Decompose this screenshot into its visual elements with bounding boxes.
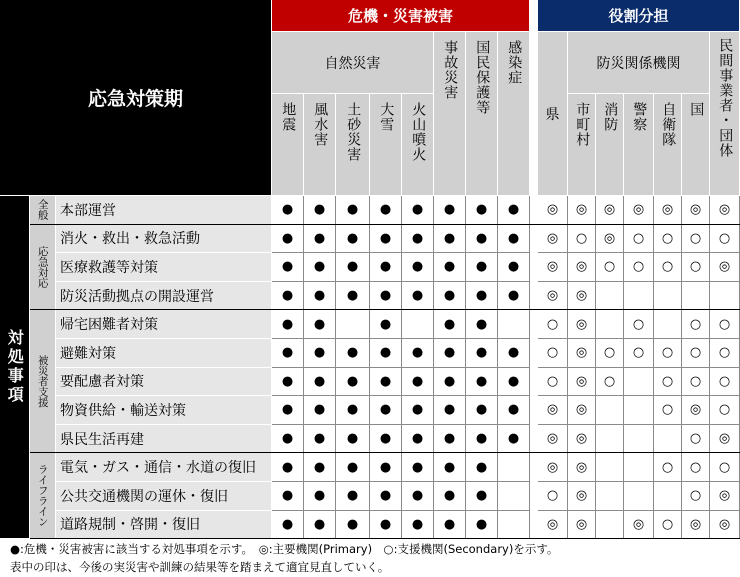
role-mark: ○ [596, 368, 624, 397]
crisis-group-label: 危機・災害被害 [347, 7, 453, 25]
table-row-label: 県民生活再建 [56, 425, 272, 454]
accident-disaster-header [434, 32, 466, 196]
role-mark [596, 511, 624, 540]
table-row-label: 避難対策 [56, 339, 272, 368]
crisis-mark: ● [434, 482, 466, 511]
national-label: 国 [688, 102, 705, 117]
role-group-header [538, 0, 740, 32]
sdf-header [654, 94, 682, 196]
group-separator [30, 538, 740, 539]
crisis-mark: ● [402, 339, 434, 368]
crisis-mark [498, 453, 530, 482]
crisis-mark: ● [498, 196, 530, 225]
table-row-label: 電気・ガス・通信・水道の復旧 [56, 453, 272, 482]
crisis-mark: ● [336, 282, 370, 311]
role-mark: ○ [624, 339, 654, 368]
role-mark: ◎ [596, 225, 624, 254]
crisis-mark: ● [466, 511, 498, 540]
sdf-label: 自衛隊 [660, 102, 677, 147]
role-mark: ◎ [624, 196, 654, 225]
crisis-mark: ● [336, 253, 370, 282]
role-mark: ◎ [568, 339, 596, 368]
role-mark: ○ [682, 482, 710, 511]
role-mark [596, 482, 624, 511]
civil-protection-label: 国民保護等 [474, 40, 491, 115]
crisis-mark: ● [434, 396, 466, 425]
crisis-mark [498, 482, 530, 511]
role-mark: ◎ [596, 196, 624, 225]
flood-label: 風水害 [312, 102, 329, 147]
crisis-mark: ● [498, 425, 530, 454]
landslide-header [336, 94, 370, 196]
role-mark [654, 482, 682, 511]
role-mark: ◎ [710, 425, 740, 454]
earthquake-header [272, 94, 304, 196]
crisis-mark: ● [304, 253, 336, 282]
private-label: 民間事業者・団体 [717, 38, 734, 158]
role-mark: ◎ [568, 253, 596, 282]
crisis-mark: ● [370, 196, 402, 225]
crisis-mark: ● [434, 282, 466, 311]
crisis-mark: ● [370, 482, 402, 511]
crisis-mark: ● [434, 453, 466, 482]
header-gap [530, 0, 538, 577]
crisis-mark: ● [434, 511, 466, 540]
crisis-mark: ● [466, 282, 498, 311]
table-row-label: 医療救護等対策 [56, 253, 272, 282]
infectious-label: 感染症 [506, 40, 523, 85]
role-mark: ○ [710, 310, 740, 339]
role-mark: ○ [710, 453, 740, 482]
infectious-header [498, 32, 530, 196]
crisis-mark: ● [466, 253, 498, 282]
crisis-mark: ● [466, 196, 498, 225]
role-mark: ◎ [538, 425, 568, 454]
crisis-mark: ● [336, 339, 370, 368]
crisis-mark: ● [466, 396, 498, 425]
role-mark: ○ [538, 310, 568, 339]
crisis-mark: ● [272, 196, 304, 225]
table-row-label: 防災活動拠点の開設運営 [56, 282, 272, 311]
snow-label: 大雪 [378, 102, 395, 132]
crisis-mark: ● [402, 396, 434, 425]
role-mark: ○ [654, 339, 682, 368]
disaster-orgs-label: 防災関係機関 [596, 55, 681, 72]
role-mark: ◎ [654, 196, 682, 225]
crisis-mark: ● [272, 310, 304, 339]
crisis-mark: ● [370, 253, 402, 282]
crisis-mark: ● [434, 225, 466, 254]
role-mark: ○ [624, 310, 654, 339]
role-mark [596, 310, 624, 339]
crisis-mark: ● [370, 511, 402, 540]
crisis-mark: ● [402, 196, 434, 225]
group-label: 応急対応 [36, 245, 49, 288]
corner-title-cell [0, 0, 272, 196]
crisis-mark: ● [304, 425, 336, 454]
legend-line-1: ●:危機・災害被害に該当する対処事項を示す。 ◎:主要機関(Primary) ○:支援機関(Secondary)を示す。 [10, 542, 559, 556]
role-mark: ◎ [538, 396, 568, 425]
table-row-label: 本部運営 [56, 196, 272, 225]
crisis-mark: ● [434, 196, 466, 225]
role-mark [654, 425, 682, 454]
crisis-mark: ● [336, 453, 370, 482]
role-mark [596, 453, 624, 482]
crisis-mark: ● [466, 453, 498, 482]
table-row-label: 要配慮者対策 [56, 368, 272, 397]
earthquake-label: 地震 [280, 102, 297, 132]
crisis-mark: ● [272, 511, 304, 540]
crisis-mark: ● [272, 453, 304, 482]
role-mark: ○ [596, 253, 624, 282]
role-mark [624, 453, 654, 482]
role-mark: ○ [654, 368, 682, 397]
role-mark: ○ [682, 425, 710, 454]
crisis-mark: ● [304, 282, 336, 311]
role-mark: ◎ [568, 425, 596, 454]
role-mark: ○ [710, 396, 740, 425]
crisis-group-header [272, 0, 530, 32]
crisis-mark: ● [272, 482, 304, 511]
crisis-mark: ● [434, 253, 466, 282]
accident-disaster-label: 事故災害 [442, 40, 459, 100]
fire-label: 消防 [602, 102, 619, 132]
role-mark: ○ [682, 453, 710, 482]
role-mark: ◎ [568, 368, 596, 397]
legend-line-2: 表中の印は、今後の実災害や訓練の結果等を踏まえて適宜見直していく。 [10, 560, 390, 574]
crisis-mark: ● [304, 196, 336, 225]
crisis-mark: ● [370, 368, 402, 397]
crisis-mark: ● [402, 425, 434, 454]
role-mark: ○ [654, 453, 682, 482]
police-label: 警察 [631, 102, 648, 132]
role-mark: ○ [624, 253, 654, 282]
crisis-mark: ● [466, 225, 498, 254]
municipality-label: 市町村 [574, 102, 591, 147]
role-mark: ○ [568, 225, 596, 254]
crisis-mark: ● [272, 368, 304, 397]
table-row-label: 消火・救出・救急活動 [56, 225, 272, 254]
crisis-mark: ● [370, 225, 402, 254]
crisis-mark: ● [370, 282, 402, 311]
role-mark: ○ [654, 396, 682, 425]
role-mark [654, 282, 682, 311]
crisis-mark: ● [336, 196, 370, 225]
national-header [682, 94, 710, 196]
group-cell [30, 196, 56, 225]
crisis-mark: ● [304, 453, 336, 482]
prefecture-label: 県 [545, 106, 560, 123]
role-mark [710, 282, 740, 311]
role-mark: ◎ [710, 482, 740, 511]
role-mark: ○ [710, 368, 740, 397]
role-mark: ◎ [682, 396, 710, 425]
police-header [624, 94, 654, 196]
role-mark: ◎ [710, 511, 740, 540]
crisis-mark: ● [402, 511, 434, 540]
crisis-mark: ● [304, 482, 336, 511]
corner-title: 応急対策期 [87, 88, 183, 110]
role-mark [624, 425, 654, 454]
crisis-mark: ● [370, 453, 402, 482]
role-mark: ◎ [568, 310, 596, 339]
table-row-label: 帰宅困難者対策 [56, 310, 272, 339]
role-mark [624, 282, 654, 311]
crisis-mark: ● [466, 482, 498, 511]
crisis-mark: ● [336, 511, 370, 540]
group-cell [30, 310, 56, 453]
crisis-mark [402, 310, 434, 339]
crisis-mark: ● [434, 339, 466, 368]
role-mark [624, 482, 654, 511]
crisis-mark: ● [498, 339, 530, 368]
table-row-label: 公共交通機関の運休・復旧 [56, 482, 272, 511]
crisis-mark: ● [498, 225, 530, 254]
role-mark: ◎ [568, 196, 596, 225]
crisis-mark: ● [466, 339, 498, 368]
role-mark: ◎ [568, 453, 596, 482]
crisis-mark: ● [304, 225, 336, 254]
crisis-mark: ● [402, 225, 434, 254]
left-axis-cell [0, 196, 30, 539]
crisis-mark: ● [370, 310, 402, 339]
role-mark: ◎ [682, 511, 710, 540]
crisis-mark: ● [272, 282, 304, 311]
volcano-header [402, 94, 434, 196]
role-mark [596, 282, 624, 311]
role-mark: ○ [654, 511, 682, 540]
role-mark: ○ [538, 339, 568, 368]
crisis-mark: ● [304, 310, 336, 339]
group-cell [30, 225, 56, 311]
crisis-mark: ● [304, 339, 336, 368]
role-mark [624, 396, 654, 425]
role-mark: ◎ [624, 511, 654, 540]
role-mark: ○ [538, 482, 568, 511]
volcano-label: 火山噴火 [410, 102, 427, 162]
crisis-mark: ● [272, 253, 304, 282]
crisis-mark: ● [434, 368, 466, 397]
role-mark: ◎ [538, 225, 568, 254]
role-mark: ○ [654, 225, 682, 254]
crisis-mark: ● [498, 282, 530, 311]
role-mark [624, 368, 654, 397]
crisis-mark: ● [402, 253, 434, 282]
crisis-mark [498, 310, 530, 339]
role-mark: ○ [596, 339, 624, 368]
role-mark: ◎ [568, 396, 596, 425]
role-mark [596, 425, 624, 454]
crisis-mark: ● [498, 396, 530, 425]
crisis-mark: ● [498, 368, 530, 397]
crisis-mark: ● [272, 396, 304, 425]
crisis-mark: ● [402, 368, 434, 397]
crisis-mark: ● [402, 282, 434, 311]
role-mark [596, 396, 624, 425]
role-group-label: 役割分担 [608, 7, 669, 25]
table-row-label: 道路規制・啓開・復旧 [56, 511, 272, 540]
crisis-mark: ● [304, 511, 336, 540]
group-label: 全般 [36, 199, 49, 221]
group-separator [30, 452, 740, 453]
crisis-mark: ● [498, 253, 530, 282]
disaster-orgs-header [568, 32, 710, 94]
group-cell [30, 453, 56, 539]
role-mark: ○ [682, 225, 710, 254]
crisis-mark: ● [336, 425, 370, 454]
group-separator [30, 224, 740, 225]
crisis-mark: ● [336, 482, 370, 511]
role-mark: ○ [624, 225, 654, 254]
role-mark: ◎ [710, 253, 740, 282]
role-mark: ◎ [538, 253, 568, 282]
crisis-mark: ● [272, 225, 304, 254]
left-axis-label: 対処事項 [5, 329, 25, 405]
role-mark [682, 282, 710, 311]
crisis-mark: ● [272, 425, 304, 454]
crisis-mark: ● [434, 310, 466, 339]
role-mark: ◎ [568, 511, 596, 540]
crisis-mark: ● [304, 368, 336, 397]
crisis-mark [498, 511, 530, 540]
role-mark: ○ [682, 368, 710, 397]
role-mark: ○ [654, 253, 682, 282]
role-mark: ○ [710, 339, 740, 368]
role-mark: ○ [710, 225, 740, 254]
role-mark: ◎ [568, 482, 596, 511]
crisis-mark: ● [466, 368, 498, 397]
crisis-mark: ● [336, 368, 370, 397]
role-mark: ◎ [538, 453, 568, 482]
crisis-mark: ● [336, 396, 370, 425]
municipality-header [568, 94, 596, 196]
crisis-mark: ● [370, 425, 402, 454]
crisis-mark: ● [402, 482, 434, 511]
role-mark: ○ [682, 339, 710, 368]
table-row-label: 物資供給・輸送対策 [56, 396, 272, 425]
crisis-mark: ● [466, 425, 498, 454]
role-mark: ○ [538, 368, 568, 397]
crisis-mark: ● [434, 425, 466, 454]
crisis-mark [336, 310, 370, 339]
flood-header [304, 94, 336, 196]
crisis-mark: ● [466, 310, 498, 339]
natural-disaster-header [272, 32, 434, 94]
group-separator [30, 309, 740, 310]
crisis-mark: ● [304, 396, 336, 425]
crisis-mark: ● [272, 339, 304, 368]
crisis-mark: ● [336, 225, 370, 254]
role-mark: ◎ [568, 282, 596, 311]
crisis-mark: ● [370, 339, 402, 368]
crisis-mark: ● [370, 396, 402, 425]
natural-disaster-label: 自然災害 [324, 55, 381, 72]
role-mark: ○ [682, 310, 710, 339]
role-mark: ◎ [538, 282, 568, 311]
role-mark [654, 310, 682, 339]
crisis-mark: ● [402, 453, 434, 482]
landslide-label: 土砂災害 [345, 102, 362, 162]
role-mark: ◎ [710, 196, 740, 225]
group-label: ライフライン [36, 464, 49, 528]
role-mark: ◎ [538, 511, 568, 540]
role-mark: ◎ [538, 196, 568, 225]
fire-header [596, 94, 624, 196]
snow-header [370, 94, 402, 196]
civil-protection-header [466, 32, 498, 196]
group-label: 被災者支援 [36, 355, 49, 408]
role-mark: ○ [682, 253, 710, 282]
private-header [710, 32, 740, 196]
prefecture-header [538, 32, 568, 196]
role-mark: ◎ [682, 196, 710, 225]
